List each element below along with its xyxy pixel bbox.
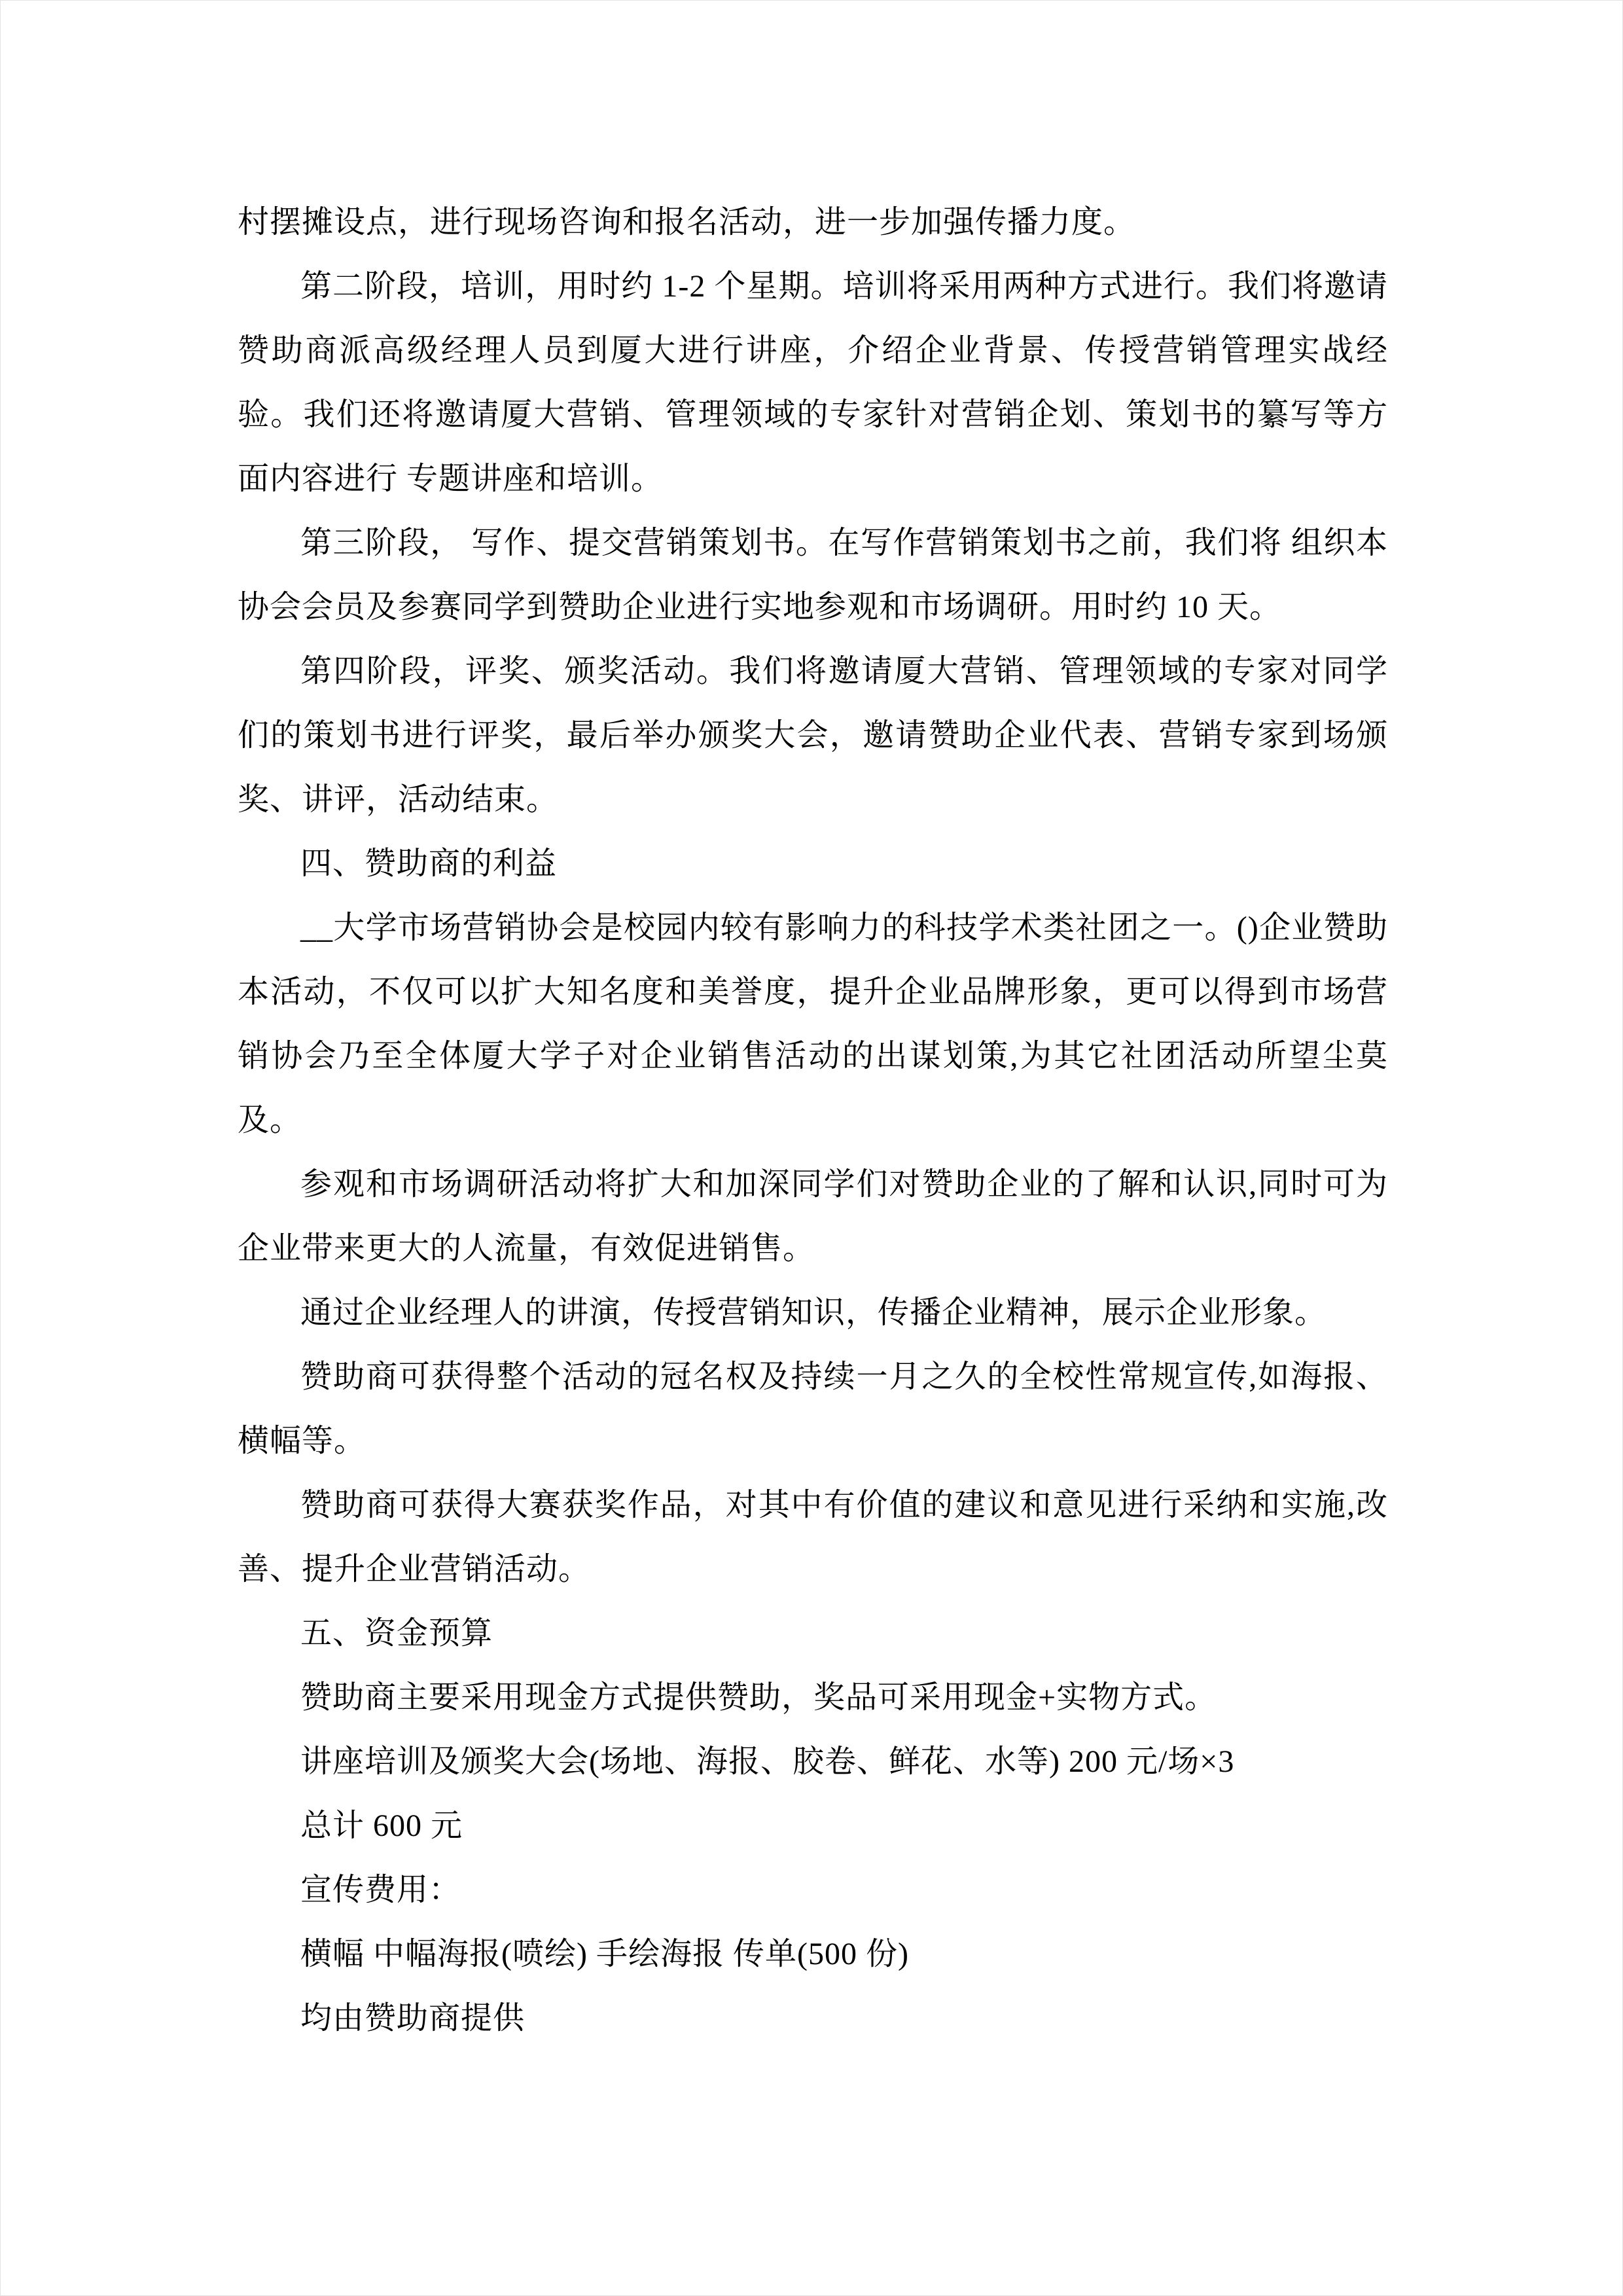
paragraph-provided-by-sponsor: 均由赞助商提供	[300, 2001, 526, 2036]
paragraph-budget-total: 总计 600 元	[300, 1808, 463, 1843]
paragraph-publicity-cost-label: 宣传费用：	[300, 1873, 461, 1907]
paragraph-benefit-research: 参观和市场调研活动将扩大和加深同学们对赞助企业的了解和认识,同时可为企业带来更大的人流量，有效促进销售。	[238, 1167, 1388, 1266]
paragraph-benefit-lecture: 通过企业经理人的讲演，传授营销知识，传播企业精神，展示企业形象。	[300, 1295, 1327, 1330]
section-heading-sponsor-benefits: 四、赞助商的利益	[300, 846, 558, 881]
paragraph-phase-4: 第四阶段，评奖、颁奖活动。我们将邀请厦大营销、管理领域的专家对同学们的策划书进行评奖，最后举办颁奖大会，邀请赞助企业代表、营销专家到场颁奖、讲评，活动结束。	[238, 654, 1388, 817]
paragraph-publicity-items: 横幅 中幅海报(喷绘) 手绘海报 传单(500 份)	[300, 1937, 909, 1971]
paragraph-benefit-naming: 赞助商可获得整个活动的冠名权及持续一月之久的全校性常规宣传,如海报、横幅等。	[238, 1359, 1388, 1458]
paragraph-budget-method: 赞助商主要采用现金方式提供赞助，奖品可采用现金+实物方式。	[300, 1680, 1217, 1715]
paragraph-benefit-brand: __大学市场营销协会是校园内较有影响力的科技学术类社团之一。()企业赞助本活动，不仅可以扩大知名度和美誉度，提升企业品牌形象，更可以得到市场营销协会乃至全体厦大学子对企业销售活动的出谋划策,为其它社团活动所望尘莫及。	[238, 910, 1388, 1138]
paragraph-budget-venue-cost: 讲座培训及颁奖大会(场地、海报、胶卷、鲜花、水等) 200 元/场×3	[300, 1744, 1235, 1779]
paragraph-phase-2: 第二阶段，培训，用时约 1-2 个星期。培训将采用两种方式进行。我们将邀请赞助商派高级经理人员到厦大进行讲座，介绍企业背景、传授营销管理实战经验。我们还将邀请厦大营销、管理领域的专家针对营销企划、策划书的纂写等方面内容进行 专题讲座和培训。	[238, 269, 1388, 496]
paragraph-benefit-works: 赞助商可获得大赛获奖作品，对其中有价值的建议和意见进行采纳和实施,改善、提升企业营销活动。	[238, 1488, 1388, 1587]
section-heading-budget: 五、资金预算	[300, 1616, 493, 1651]
paragraph-phase-3: 第三阶段， 写作、提交营销策划书。在写作营销策划书之前，我们将 组织本协会会员及参赛同学到赞助企业进行实地参观和市场调研。用时约 10 天。	[238, 526, 1388, 624]
paragraph-continuation: 村摆摊设点，进行现场咨询和报名活动，进一步加强传播力度。	[238, 205, 1136, 240]
document-body	[238, 190, 1388, 2051]
